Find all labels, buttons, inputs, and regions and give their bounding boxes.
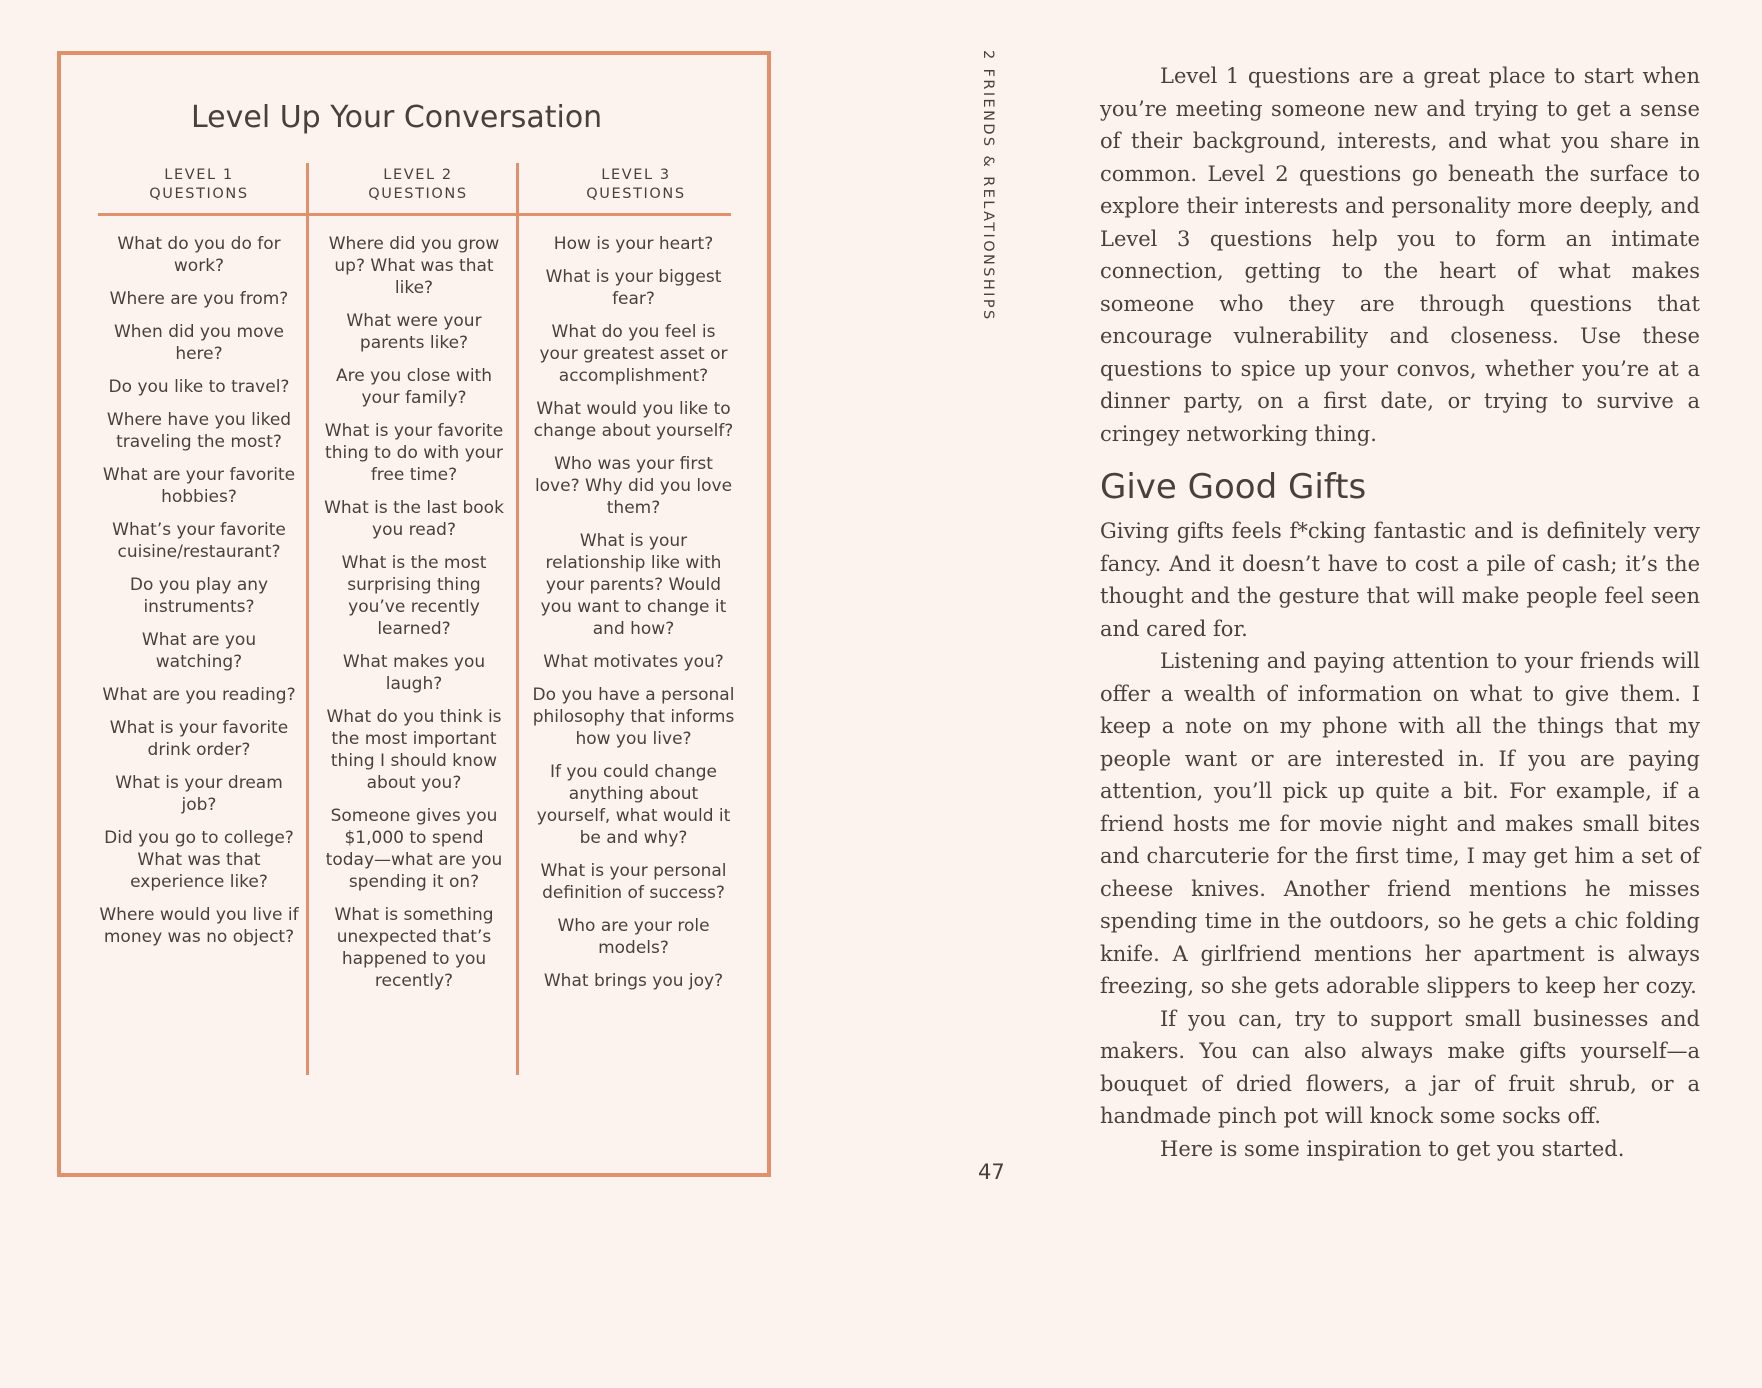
column-header-level-2 xyxy=(318,166,518,204)
intro-paragraph: Level 1 questions are a great place to start when you’re meeting someone new and trying to get a sense of their background, interests, and what you share in common. Level 2 questions go beneath the surface to explore their interests and personality more deeply, and Level 3 questions help you to form an intimate connection, getting to the heart of what makes someone who they are through questions that encourage vulnerability and closeness. Use these questions to spice up your convos, whether you’re at a dinner party, on a first date, or trying to survive a cringey networking thing. xyxy=(1100,64,1700,446)
question-item: What is the last book you read? xyxy=(324,498,504,540)
header-divider xyxy=(98,213,731,216)
question-item: What’s your favorite cuisine/restaurant? xyxy=(112,520,286,562)
column-header-level-label: LEVEL 1 xyxy=(164,167,234,183)
question-item: What do you do for work? xyxy=(117,234,281,276)
question-list-level-1 xyxy=(99,233,299,959)
question-item: Where have you liked traveling the most? xyxy=(106,410,292,452)
question-item: What do you think is the most important thing I should know about you? xyxy=(326,707,502,793)
column-header-questions-label: QUESTIONS xyxy=(149,186,249,202)
column-header-level-label: LEVEL 3 xyxy=(601,167,671,183)
question-item: What would you like to change about yourself? xyxy=(533,399,734,441)
question-item: What is your favorite drink order? xyxy=(109,718,289,760)
sidebar-title: Level Up Your Conversation xyxy=(191,100,603,135)
column-divider-2 xyxy=(516,163,519,1075)
question-item: What is your personal definition of success? xyxy=(540,861,727,903)
section-heading: Give Good Gifts xyxy=(1100,467,1367,507)
question-item: What do you feel is your greatest asset or accomplishment? xyxy=(539,322,728,386)
question-item: What are your favorite hobbies? xyxy=(102,465,296,507)
question-item: What makes you laugh? xyxy=(342,652,486,694)
question-item: Who are your role models? xyxy=(557,916,710,958)
question-item: Do you like to travel? xyxy=(108,377,290,397)
question-item: Where would you live if money was no object? xyxy=(99,905,299,947)
question-item: Did you go to college? What was that experience like? xyxy=(104,828,294,892)
section-body xyxy=(1100,515,1700,1165)
question-item: What is something unexpected that’s happened to you recently? xyxy=(334,905,494,991)
question-item: Who was your first love? Why did you love them? xyxy=(534,454,733,518)
question-item: What is your biggest fear? xyxy=(545,267,722,309)
question-item: What were your parents like? xyxy=(346,311,482,353)
question-item: What is your dream job? xyxy=(115,773,283,815)
sidebar-box xyxy=(57,51,771,1177)
question-item: What are you watching? xyxy=(141,630,257,672)
question-item: Do you play any instruments? xyxy=(129,575,269,617)
question-item: What are you reading? xyxy=(102,685,296,705)
question-item: Do you have a personal philosophy that informs how you live? xyxy=(532,685,735,749)
question-item: What brings you joy? xyxy=(543,971,724,991)
column-header-level-label: LEVEL 2 xyxy=(383,167,453,183)
question-item: Are you close with your family? xyxy=(335,366,492,408)
question-list-level-3 xyxy=(531,233,736,1003)
running-head: 2 FRIENDS & RELATIONSHIPS xyxy=(980,50,996,322)
section-paragraph: Here is some inspiration to get you started. xyxy=(1160,1136,1625,1161)
column-header-questions-label: QUESTIONS xyxy=(368,186,468,202)
question-item: What is your favorite thing to do with your free time? xyxy=(324,421,504,485)
page-number: 47 xyxy=(978,1160,1005,1184)
column-header-questions-label: QUESTIONS xyxy=(586,186,686,202)
section-paragraph: If you can, try to support small businesses and makers. You can also always make gifts yourself—a bouquet of dried flowers, a jar of fruit shrub, or a handmade pinch pot will knock some socks off. xyxy=(1100,1006,1700,1128)
question-item: What motivates you? xyxy=(543,652,724,672)
question-list-level-2 xyxy=(318,233,510,1003)
column-header-level-3 xyxy=(536,166,736,204)
question-item: Where did you grow up? What was that like? xyxy=(328,234,500,298)
section-paragraph: Listening and paying attention to your friends will offer a wealth of information on what to give them. I keep a note on my phone with all the things that my people want or are interested in. If you are paying attention, you’ll pick up quite a bit. For example, if a friend hosts me for movie night and makes small bites and charcuterie for the first time, I may get him a set of cheese knives. Another friend mentions he misses spending time in the outdoors, so he gets a chic folding knife. A girlfriend mentions her apartment is always freezing, so she gets adorable slippers to keep her cozy. xyxy=(1100,649,1700,998)
question-item: Where are you from? xyxy=(109,289,289,309)
column-header-level-1 xyxy=(99,166,299,204)
question-item: What is your relationship like with your parents? Would you want to change it and how? xyxy=(540,531,727,639)
question-item: If you could change anything about yourself, what would it be and why? xyxy=(536,762,731,848)
column-divider-1 xyxy=(306,163,309,1075)
question-item: How is your heart? xyxy=(553,234,714,254)
question-item: When did you move here? xyxy=(113,322,285,364)
section-paragraph: Giving gifts feels f*cking fantastic and is definitely very fancy. And it doesn’t have to cost a pile of cash; it’s the thought and the gesture that will make people feel seen and cared for. xyxy=(1100,519,1700,641)
question-item: What is the most surprising thing you’ve recently learned? xyxy=(341,553,487,639)
question-item: Someone gives you $1,000 to spend today—what are you spending it on? xyxy=(325,806,503,892)
intro-text xyxy=(1100,60,1700,450)
